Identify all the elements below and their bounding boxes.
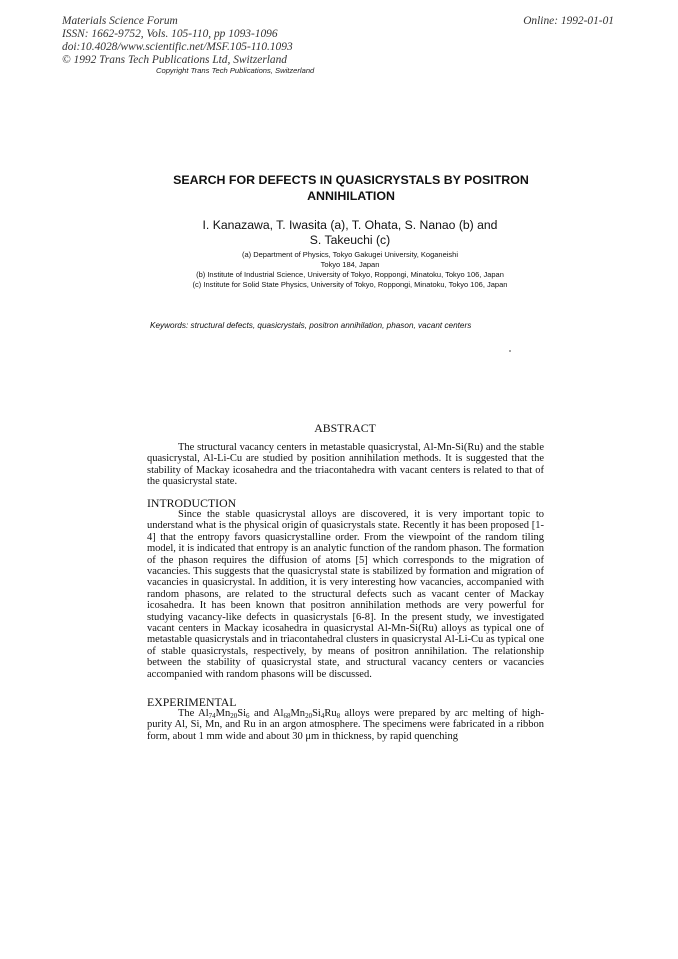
paper-title-line-2: ANNIHILATION	[307, 189, 395, 203]
author-list	[150, 218, 550, 248]
doi-line: doi:10.4028/www.scientific.net/MSF.105-110.1093	[62, 41, 293, 53]
issn-line: ISSN: 1662-9752, Vols. 105-110, pp 1093-1096	[62, 28, 278, 40]
subscript: 6	[246, 712, 250, 720]
subscript: 20	[305, 712, 313, 720]
exp-text-the: The	[178, 708, 199, 719]
exp-text-and: and	[249, 708, 273, 719]
copyright-notice: Copyright Trans Tech Publications, Switzerland	[156, 66, 315, 75]
abstract-paragraph: The structural vacancy centers in metastable quasicrystal, Al-Mn-Si(Ru) and the stable quasicrystal, Al-Li-Cu are studied by position annihilation methods. It is suggested that the stability of Mackay icosahedra and the triacontahedra with vacant centers is related to that of the quasicrystal state.	[147, 442, 544, 488]
introduction-paragraph: Since the stable quasicrystal alloys are discovered, it is very important topic to understand what is the physical origin of quasicrystals state. Recently it has been proposed [1-4] that the entropy favors quasicrystalline order. From the viewpoint of the random tiling model, it is indicated that entropy is an analytic function of the random phason. The formation of the phason requires the diffusion of atoms [5] which corresponds to the migration of vacancies. This suggests that the quasicrystal state is stabilized by formation and migration of vacancies in quasicrystal. In addition, it is very interesting how vacancies, accompanied with random phasons, are related to the structural defects such as vacant center of Mackay icosahedra. It has been known that positron annihilation methods are very powerful for studying vacancy-like defects in quasicrystals [6-8]. In the present study, we investigated vacant centers in Mackay icosahedra in quasicrystal Al-Mn-Si(Ru) alloys as typical one of metastable quasicrystals and in triacontahedral clusters in quasicrystal Al-Li-Cu as typical one of stable quasicrystals, respectively, by means of positron annihilation. The relationship between the stability of quasicrystal state, and structural vacancy centers or vacancies accompanied with random phasons will be discussed.	[147, 509, 544, 680]
subscript: 8	[336, 712, 341, 720]
element-si: Si	[312, 708, 321, 719]
element-ru: Ru	[324, 708, 337, 719]
abstract-body	[147, 442, 544, 488]
introduction-heading: INTRODUCTION	[147, 496, 237, 510]
formula-1	[198, 708, 249, 719]
journal-header	[62, 15, 293, 67]
element-mn: Mn	[290, 708, 306, 719]
subscript: 68	[283, 712, 291, 720]
affiliation-a-line-1: (a) Department of Physics, Tokyo Gakugei University, Koganeishi	[241, 250, 459, 259]
online-date: Online: 1992-01-01	[523, 15, 614, 27]
paper-title	[120, 172, 582, 204]
introduction-body	[147, 509, 544, 680]
journal-name: Materials Science Forum	[62, 15, 178, 27]
author-line-2: S. Takeuchi (c)	[309, 233, 391, 247]
paper-title-line-1: SEARCH FOR DEFECTS IN QUASICRYSTALS BY POSITRON	[173, 173, 529, 187]
formula-2	[273, 708, 340, 719]
element-al: Al	[272, 708, 284, 719]
element-al: Al	[198, 708, 209, 719]
subscript: 20	[230, 712, 238, 720]
affiliation-c: (c) Institute for Solid State Physics, University of Tokyo, Roppongi, Minatoku, Tokyo 106, Japan	[192, 280, 508, 289]
author-line-1: I. Kanazawa, T. Iwasita (a), T. Ohata, S. Nanao (b) and	[202, 218, 498, 232]
keywords: Keywords: structural defects, quasicrystals, positron annihilation, phason, vacant centers	[150, 321, 472, 330]
scan-speck	[509, 350, 511, 352]
affiliation-a-line-2: Tokyo 184, Japan	[320, 260, 380, 269]
affiliation-b: (b) Institute of Industrial Science, University of Tokyo, Roppongi, Minatoku, Tokyo 106, Japan	[196, 270, 504, 279]
experimental-heading: EXPERIMENTAL	[147, 695, 237, 709]
experimental-body	[147, 708, 544, 742]
publisher-line: © 1992 Trans Tech Publications Ltd, Switzerland	[62, 54, 287, 66]
element-si: Si	[237, 708, 247, 719]
exp-text-rest: alloys were prepared by arc melting of high-purity Al, Si, Mn, and Ru in an argon atmosphere. The specimens were fabricated in a ribbon form, about 1 mm wide and about 30 μm in thickness, by rapid quenching	[147, 708, 544, 742]
element-mn: Mn	[215, 708, 231, 719]
subscript: 4	[320, 712, 325, 720]
experimental-paragraph	[147, 708, 544, 742]
subscript: 74	[208, 712, 216, 720]
abstract-heading: ABSTRACT	[314, 421, 376, 435]
